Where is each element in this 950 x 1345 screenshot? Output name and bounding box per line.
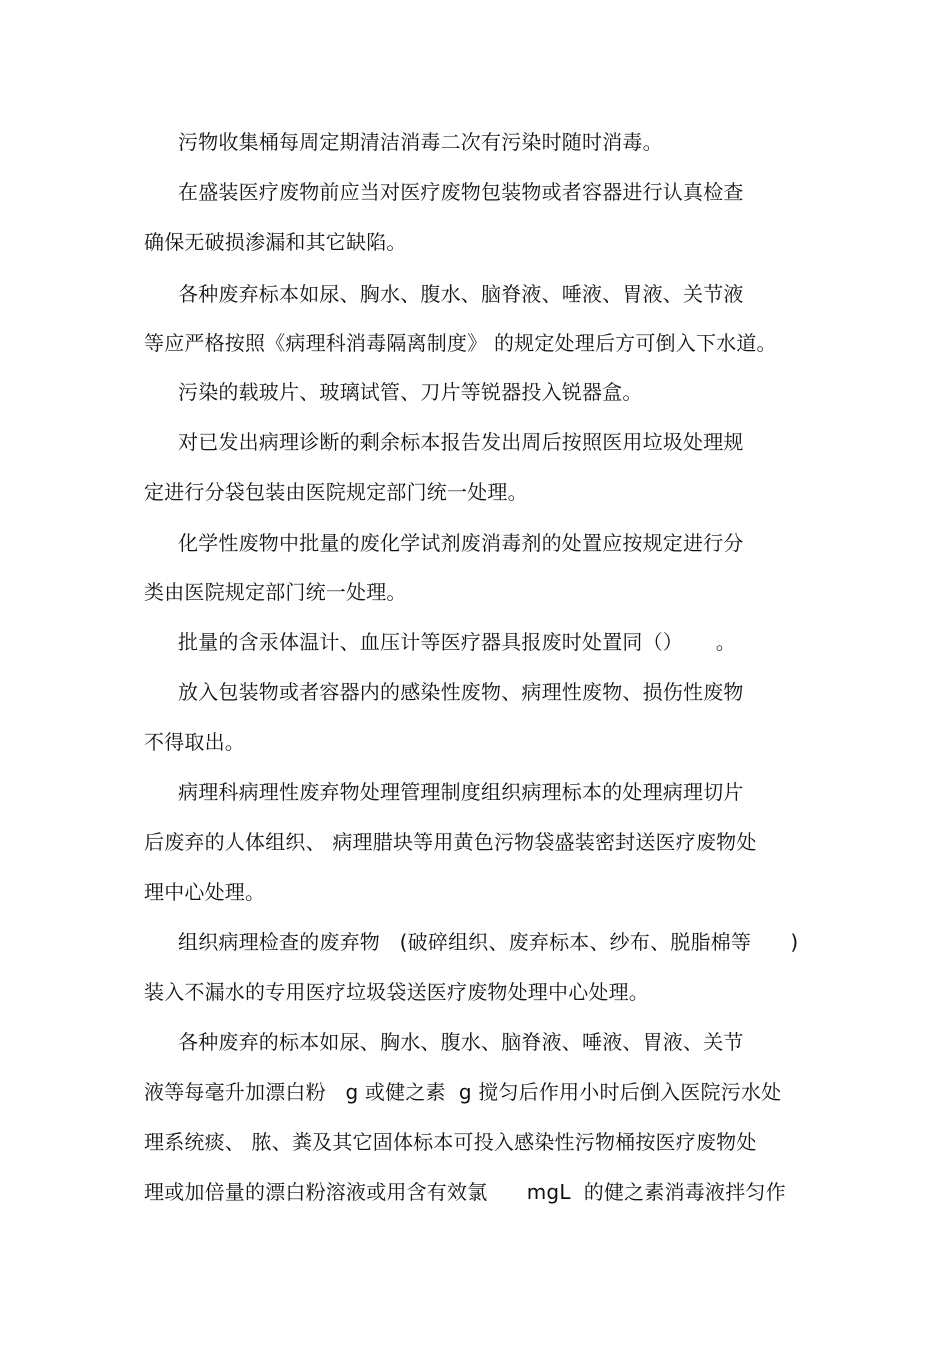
text-line: 装入不漏水的专用医疗垃圾袋送医疗废物处理中心处理。 <box>144 980 649 1004</box>
text-line: 组织病理检查的废弃物 (破碎组织、废弃标本、纱布、脱脂棉等 ) <box>178 930 799 954</box>
text-line: 确保无破损渗漏和其它缺陷。 <box>144 230 407 254</box>
text-line: 定进行分袋包装由医院规定部门统一处理。 <box>144 480 528 504</box>
text-line: 各种废弃的标本如尿、胸水、腹水、脑脊液、唾液、胃液、关节 <box>178 1030 744 1054</box>
text-line: 理中心处理。 <box>144 880 266 904</box>
text-line: 理系统痰、 脓、粪及其它固体标本可投入感染性污物桶按医疗废物处 <box>144 1130 757 1154</box>
text-line: 病理科病理性废弃物处理管理制度组织病理标本的处理病理切片 <box>178 780 744 804</box>
text-line: 不得取出。 <box>144 730 245 754</box>
text-line: 后废弃的人体组织、 病理腊块等用黄色污物袋盛装密封送医疗废物处 <box>144 830 757 854</box>
text-line: 对已发出病理诊断的剩余标本报告发出周后按照医用垃圾处理规 <box>178 430 744 454</box>
text-line: 理或加倍量的漂白粉溶液或用含有效氯 mgL 的健之素消毒液拌匀作 <box>144 1180 786 1204</box>
text-line: 批量的含汞体温计、血压计等医疗器具报废时处置同（） 。 <box>178 630 736 654</box>
text-line: 化学性废物中批量的废化学试剂废消毒剂的处置应按规定进行分 <box>178 531 744 555</box>
text-line: 污染的载玻片、玻璃试管、刀片等锐器投入锐器盒。 <box>178 380 643 404</box>
text-line: 类由医院规定部门统一处理。 <box>144 580 407 604</box>
text-line: 在盛装医疗废物前应当对医疗废物包装物或者容器进行认真检查 <box>178 180 744 204</box>
text-line: 液等每毫升加漂白粉 g 或健之素 g 搅匀后作用小时后倒入医院污水处 <box>144 1080 782 1104</box>
text-line: 污物收集桶每周定期清洁消毒二次有污染时随时消毒。 <box>178 130 663 154</box>
text-line: 各种废弃标本如尿、胸水、腹水、脑脊液、唾液、胃液、关节液 <box>178 282 744 306</box>
text-line: 放入包装物或者容器内的感染性废物、病理性废物、损伤性废物 <box>178 680 744 704</box>
text-line: 等应严格按照《病理科消毒隔离制度》 的规定处理后方可倒入下水道。 <box>144 331 777 355</box>
